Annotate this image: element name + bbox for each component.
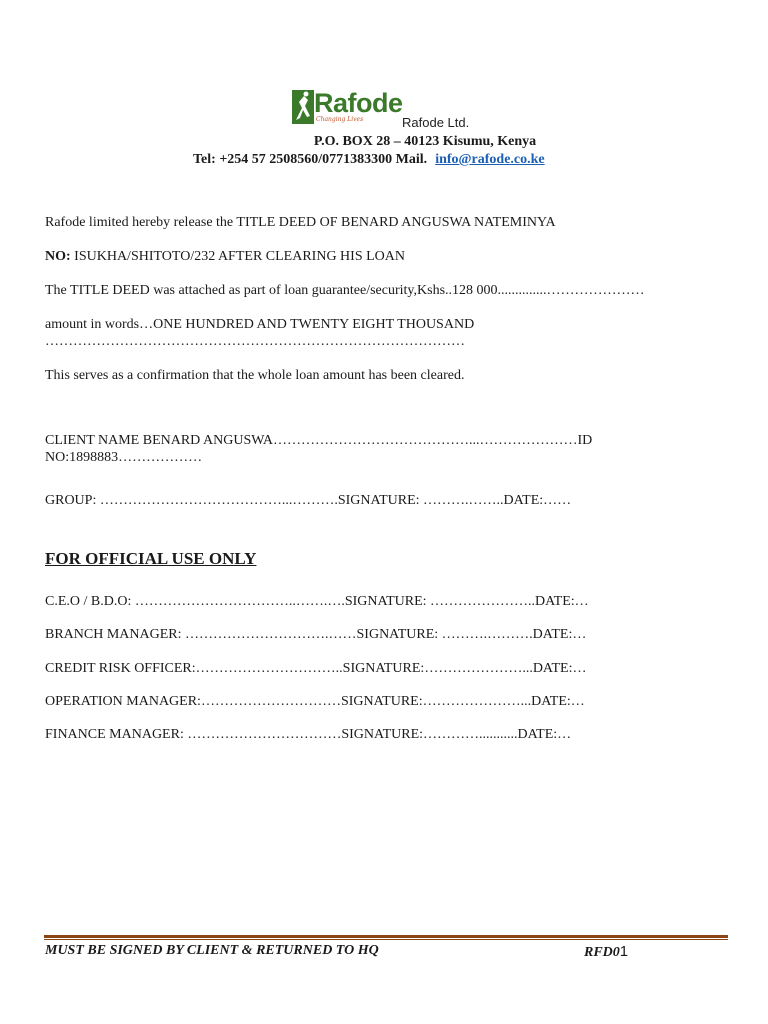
email-link[interactable]: info@rafode.co.ke (435, 152, 545, 167)
group-signature-line: GROUP: …………………………………...……….SIGNATURE: ……….……..DATE:…… (45, 493, 572, 508)
release-statement: Rafode limited hereby release the TITLE DEED OF BENARD ANGUSWA NATEMINYA (45, 215, 556, 230)
company-name: Rafode Ltd. (402, 115, 470, 130)
official-row-branch-manager: BRANCH MANAGER: ………………………….……SIGNATURE: ……….……….DATE:… (45, 627, 587, 642)
footer-instruction: MUST BE SIGNED BY CLIENT & RETURNED TO HQ (45, 943, 379, 958)
official-row-credit-risk: CREDIT RISK OFFICER:…………………………..SIGNATURE:…………………...DATE:… (45, 661, 587, 676)
form-code (584, 943, 628, 961)
official-row-operation-manager: OPERATION MANAGER:…………………………SIGNATURE:…………………...DATE:… (45, 694, 585, 709)
amount-in-words: amount in words…ONE HUNDRED AND TWENTY EIGHT THOUSAND ……………………………………………………………………………… (45, 317, 475, 349)
title-number-line (45, 249, 405, 265)
logo-tagline: Changing Lives (316, 116, 364, 123)
contact-phone: Tel: +254 57 2508560/0771383300 Mail. (193, 152, 428, 167)
title-number-value: ISUKHA/SHITOTO/232 AFTER CLEARING HIS LOAN (70, 249, 405, 264)
official-use-heading: FOR OFFICIAL USE ONLY (45, 549, 257, 568)
company-address: P.O. BOX 28 – 40123 Kisumu, Kenya (313, 134, 537, 149)
footer-divider-thin (44, 939, 728, 940)
form-code-suffix: 1 (619, 943, 629, 960)
title-number-label: NO: (45, 249, 71, 264)
security-amount-line: The TITLE DEED was attached as part of loan guarantee/security,Kshs..128 000..............………………… (45, 283, 645, 298)
company-contact (193, 152, 545, 168)
official-row-finance-manager: FINANCE MANAGER: ……………………………SIGNATURE:…………...........DATE:… (45, 727, 572, 742)
clearance-confirmation: This serves as a confirmation that the whole loan amount has been cleared. (45, 368, 465, 383)
logo-wordmark: Rafode (314, 88, 403, 118)
client-name-line: CLIENT NAME BENARD ANGUSWA……………………………………...…………………ID NO:1898883……………… (45, 433, 593, 465)
runner-logo-icon (292, 90, 316, 124)
official-row-ceo: C.E.O / B.D.O: ……………………………..…….….SIGNATURE: …………………..DATE:… (45, 594, 589, 609)
footer-divider-thick (44, 935, 728, 938)
form-code-prefix: RFD0 (584, 945, 620, 960)
